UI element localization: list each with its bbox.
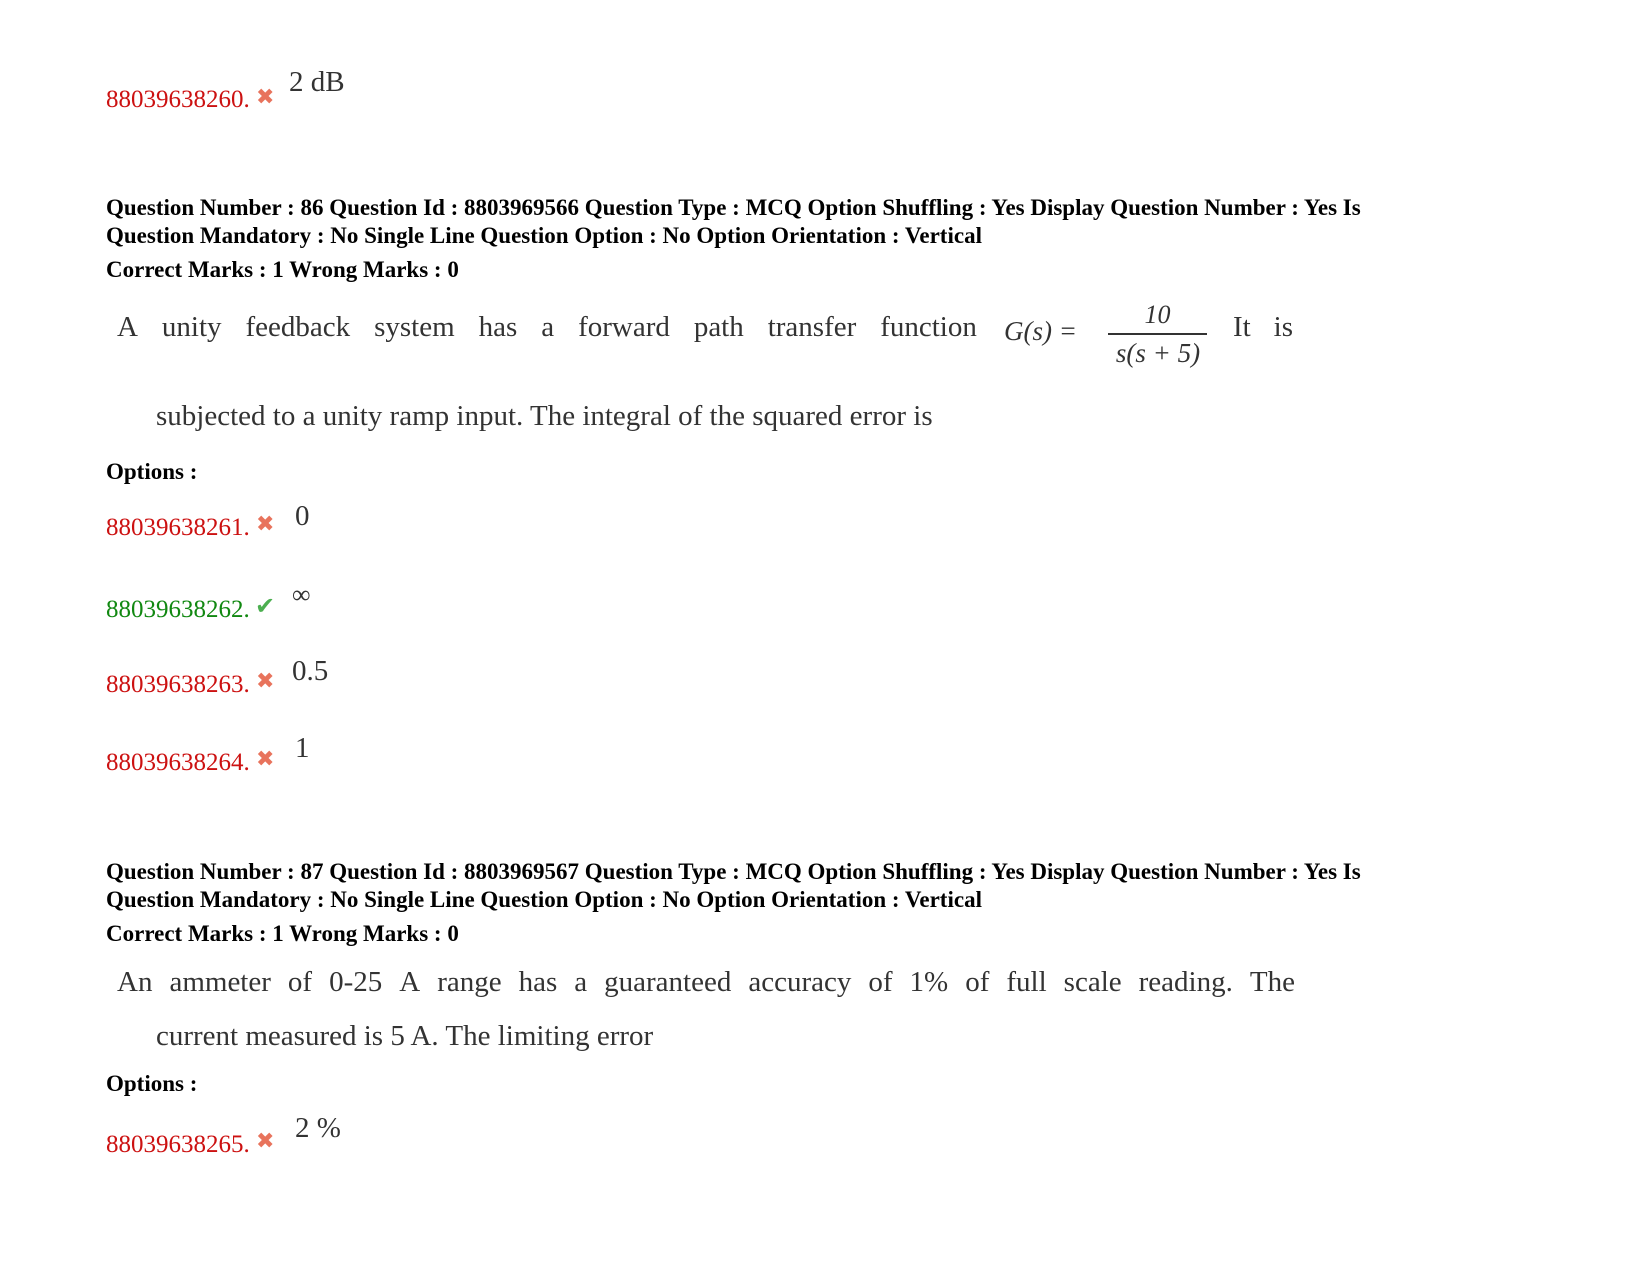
cross-icon: ✖: [256, 746, 275, 771]
question-marks: Correct Marks : 1 Wrong Marks : 0: [106, 257, 459, 282]
formula-lhs: G(s) =: [1004, 316, 1077, 346]
cross-icon: ✖: [256, 84, 275, 109]
option-value: ∞: [292, 580, 311, 609]
formula-numerator: 10: [1144, 300, 1171, 329]
formula-denominator: s(s + 5): [1115, 338, 1201, 368]
options-label: Options :: [106, 459, 198, 484]
question-text-line1: A unity feedback system has a forward path transfer function: [117, 311, 977, 343]
question-text-line1: An ammeter of 0-25 A range has a guaranteed accuracy of 1% of full scale reading. The: [117, 966, 1295, 998]
cross-icon: ✖: [256, 1128, 275, 1153]
check-icon: ✔: [255, 594, 276, 620]
option-id: 88039638265.: [106, 1131, 250, 1158]
option-id: 88039638260.: [106, 86, 250, 113]
option-id: 88039638261.: [106, 514, 250, 541]
question-text-line2: subjected to a unity ramp input. The integral of the squared error is: [156, 400, 933, 432]
option-value: 0.5: [292, 655, 329, 687]
question-text-after-formula: It is: [1233, 311, 1293, 343]
cross-icon: ✖: [256, 511, 275, 536]
options-label: Options :: [106, 1071, 198, 1096]
question-marks: Correct Marks : 1 Wrong Marks : 0: [106, 921, 459, 946]
fraction-bar: [1108, 333, 1207, 335]
transfer-function-formula: [1004, 300, 1209, 378]
option-value: 2 dB: [289, 66, 345, 98]
question-text-line2: current measured is 5 A. The limiting error: [156, 1020, 654, 1052]
cross-icon: ✖: [256, 668, 275, 693]
question-meta-line1: Question Number : 86 Question Id : 8803969566 Question Type : MCQ Option Shuffling : Yes Display Question Number : Yes Is: [106, 195, 1361, 220]
option-value: 0: [295, 500, 310, 532]
option-id: 88039638262.: [106, 596, 250, 623]
question-meta-line2: Question Mandatory : No Single Line Question Option : No Option Orientation : Vertical: [106, 887, 982, 912]
question-meta-line2: Question Mandatory : No Single Line Question Option : No Option Orientation : Vertical: [106, 223, 982, 248]
question-meta-line1: Question Number : 87 Question Id : 8803969567 Question Type : MCQ Option Shuffling : Yes Display Question Number : Yes Is: [106, 859, 1361, 884]
option-value: 2 %: [295, 1112, 341, 1144]
option-id: 88039638264.: [106, 749, 250, 776]
option-value: 1: [295, 732, 310, 764]
option-id: 88039638263.: [106, 671, 250, 698]
